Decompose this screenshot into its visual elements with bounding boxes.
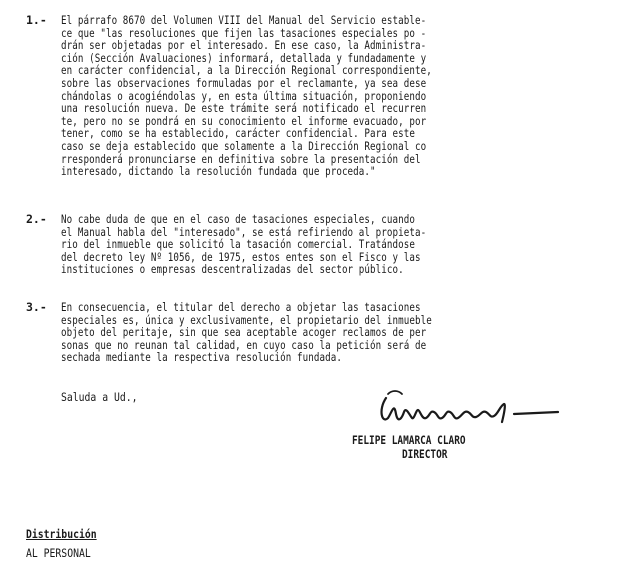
text-line: drán ser objetadas por el interesado. En ese caso, la Administra- [61,38,427,53]
text-line: sechada mediante la respectiva resolución fundada. [61,350,342,365]
text-line: sobre las observaciones formuladas por el reclamante, ya sea dese [61,75,427,90]
signatory-title: DIRECTOR [402,447,448,461]
text-line: ción (Sección Avaluaciones) informará, detallada y fundadamente y [61,50,427,65]
distribution-heading: Distribución [26,527,97,541]
paragraph-number: 2.- [26,212,47,226]
text-line: En consecuencia, el titular del derecho a objetar las tasaciones [61,300,421,314]
text-line: No cabe duda de que en el caso de tasaciones especiales, cuando [61,212,415,226]
text-line: ce que "las resoluciones que fijen las tasaciones especiales po - [61,25,427,40]
text-line: caso se deja establecido que solamente a la Dirección Regional co [61,138,427,153]
text-line: especiales es, única y exclusivamente, el propietario del inmueble [61,312,432,327]
text-line: tener, como se ha establecido, carácter confidencial. Para este [61,126,415,141]
text-line: una resolución nueva. De este trámite será notificado el recurren [61,101,427,116]
paragraph-text [61,213,518,276]
distribution-recipient: AL PERSONAL [26,546,91,560]
handwritten-signature [368,384,588,440]
closing-salutation: Saluda a Ud., [61,390,138,404]
text-line: sonas que no reunan tal calidad, en cuyo caso la petición será de [61,337,427,352]
signatory-name: FELIPE LAMARCA CLARO [352,433,466,447]
text-line: chándolas o acogiéndolas y, en esta última situación, proponiendo [61,88,427,103]
text-line: interesado, dictando la resolución fundada que proceda." [61,164,376,179]
text-line: el Manual habla del "interesado", se está refiriendo al propieta- [61,224,427,239]
paragraph-text [61,14,525,178]
text-line: El párrafo 8670 del Volumen VIII del Manual del Servicio estable- [61,13,427,27]
text-line: te, pero no se pondrá en su conocimiento el informe evacuado, por [61,113,427,128]
paragraph-number: 1.- [26,13,47,27]
text-line: rresponderá pronunciarse en definitiva sobre la presentación del [61,151,421,166]
text-line: instituciones o empresas descentralizadas del sector público. [61,262,404,277]
paragraph-text [61,301,525,364]
text-line: rio del inmueble que solicitó la tasación comercial. Tratándose [61,237,415,252]
paragraph-number: 3.- [26,300,47,314]
text-line: en carácter confidencial, a la Dirección Regional correspondiente, [61,63,432,78]
text-line: objeto del peritaje, sin que sea aceptable acoger reclamos de per [61,325,427,340]
text-line: del decreto ley Nº 1056, de 1975, estos entes son el Fisco y las [61,249,421,264]
